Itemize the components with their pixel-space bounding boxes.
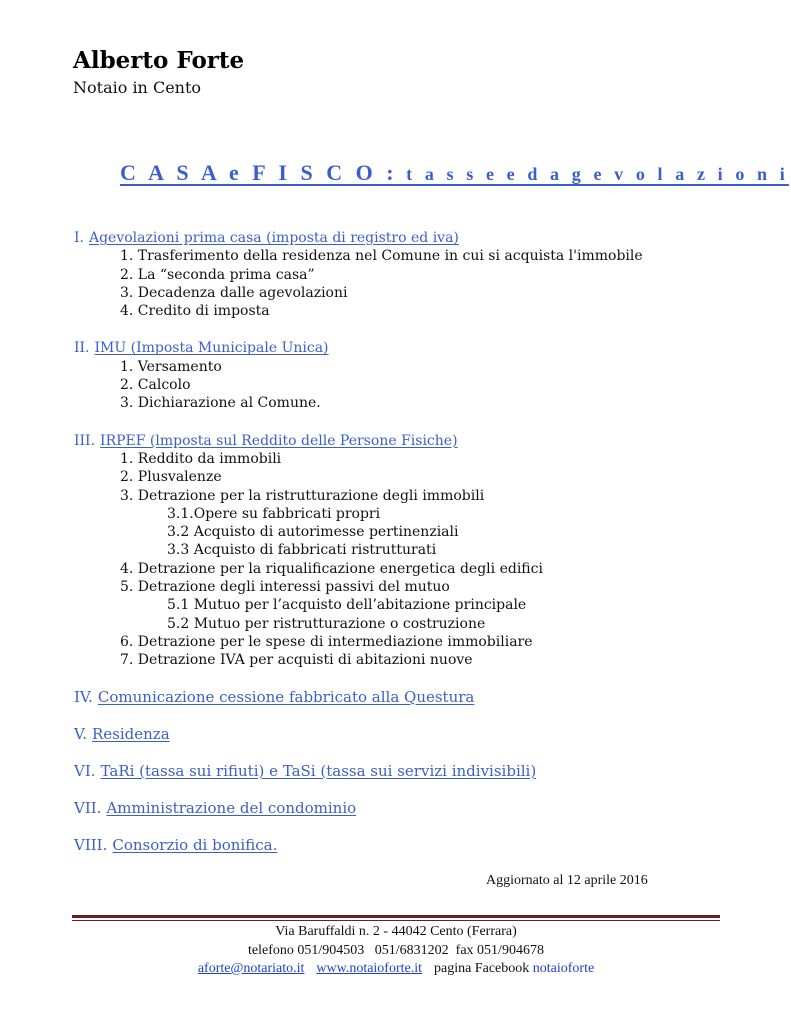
section-link[interactable]: Amministrazione del condominio xyxy=(106,798,357,817)
section-link[interactable]: Consorzio di bonifica. xyxy=(112,835,278,854)
section-heading xyxy=(74,798,734,818)
list-item: 2. Plusvalenze xyxy=(120,469,222,486)
list-item: 5. Detrazione degli interessi passivi del mutuo xyxy=(120,579,450,596)
footer-links xyxy=(72,960,720,979)
sub-list-item: 3.1.Opere su fabbricati propri xyxy=(167,505,381,522)
section-heading xyxy=(74,229,734,247)
section-link[interactable]: Residenza xyxy=(91,724,170,743)
list-item: 3. Detrazione per la ristrutturazione degli immobili xyxy=(120,487,485,504)
toc-section xyxy=(74,798,734,818)
sub-list-item: 5.1 Mutuo per l’acquisto dell’abitazione principale xyxy=(167,597,527,614)
list-item: 6. Detrazione per le spese di intermediazione immobiliare xyxy=(120,633,533,650)
section-spacer xyxy=(74,818,734,835)
list-item: 3. Decadenza dalle agevolazioni xyxy=(120,284,348,301)
toc-section xyxy=(74,761,734,781)
section-spacer xyxy=(74,781,734,798)
last-updated: Aggiornato al 12 aprile 2016 xyxy=(486,873,648,888)
section-link[interactable]: IMU (Imposta Municipale Unica) xyxy=(94,340,329,357)
section-number: IV. xyxy=(74,687,93,706)
list-item: 1. Versamento xyxy=(120,358,222,375)
title-lead: C A S A e F I S C O : xyxy=(120,160,398,185)
section-link[interactable]: Comunicazione cessione fabbricato alla Questura xyxy=(97,687,475,706)
section-number: VII. xyxy=(74,798,102,817)
toc-section xyxy=(74,724,734,744)
section-link[interactable]: TaRi (tassa sui rifiuti) e TaSi (tassa sui servizi indivisibili) xyxy=(100,761,537,780)
section-item-list xyxy=(74,247,734,320)
footer-divider-thick xyxy=(72,915,720,918)
section-link[interactable]: Agevolazioni prima casa (imposta di registro ed iva) xyxy=(88,230,459,246)
table-of-contents xyxy=(74,229,734,855)
facebook-label: pagina Facebook xyxy=(434,961,530,976)
footer-divider-thin xyxy=(72,920,720,921)
section-spacer xyxy=(74,670,734,687)
footer xyxy=(72,923,720,979)
author-role: Notaio in Cento xyxy=(73,78,202,97)
title-rest: t a s s e e d a g e v o l a z i o n i xyxy=(397,164,789,184)
toc-section xyxy=(74,835,734,855)
section-number: I. xyxy=(74,230,84,246)
section-number: III. xyxy=(74,432,96,449)
toc-section xyxy=(74,687,734,707)
footer-phones: telefono 051/904503 051/6831202 fax 051/904678 xyxy=(248,942,544,958)
section-heading xyxy=(74,339,734,357)
list-item: 3. Dichiarazione al Comune. xyxy=(120,395,321,412)
section-spacer xyxy=(74,744,734,761)
section-spacer xyxy=(74,320,734,339)
list-item: 1. Trasferimento della residenza nel Comune in cui si acquista l'immobile xyxy=(120,248,643,265)
sub-list-item: 3.3 Acquisto di fabbricati ristrutturati xyxy=(167,542,437,559)
section-number: VI. xyxy=(74,761,96,780)
section-item-list xyxy=(74,450,734,670)
section-link[interactable]: IRPEF (lmposta sul Reddito delle Persone Fisiche) xyxy=(100,432,458,449)
toc-section xyxy=(74,339,734,412)
list-item: 1. Reddito da immobili xyxy=(120,450,282,467)
section-heading xyxy=(74,724,734,744)
section-heading xyxy=(74,432,734,450)
sub-list-item: 5.2 Mutuo per ristrutturazione o costruzione xyxy=(167,615,486,632)
section-item-list xyxy=(74,358,734,413)
facebook-link[interactable]: notaioforte xyxy=(532,961,595,976)
list-item: 4. Detrazione per la riqualificazione energetica degli edifici xyxy=(120,560,543,577)
email-link[interactable]: aforte@notariato.it xyxy=(197,961,305,976)
document-title xyxy=(120,160,789,187)
section-spacer xyxy=(74,413,734,432)
section-heading xyxy=(74,761,734,781)
section-heading xyxy=(74,835,734,855)
sub-list-item: 3.2 Acquisto di autorimesse pertinenziali xyxy=(167,524,459,541)
section-heading xyxy=(74,687,734,707)
list-item: 2. Calcolo xyxy=(120,377,191,394)
list-item: 7. Detrazione IVA per acquisti di abitazioni nuove xyxy=(120,652,473,669)
footer-address: Via Baruffaldi n. 2 - 44042 Cento (Ferrara) xyxy=(275,924,517,939)
section-number: V. xyxy=(74,724,87,743)
section-spacer xyxy=(74,707,734,724)
author-name: Alberto Forte xyxy=(73,47,245,74)
toc-section xyxy=(74,432,734,670)
section-number: VIII. xyxy=(74,835,108,854)
list-item: 4. Credito di imposta xyxy=(120,303,270,320)
website-link[interactable]: www.notaioforte.it xyxy=(316,961,423,976)
section-number: II. xyxy=(74,340,90,357)
list-item: 2. La “seconda prima casa” xyxy=(120,266,315,283)
toc-section xyxy=(74,229,734,320)
